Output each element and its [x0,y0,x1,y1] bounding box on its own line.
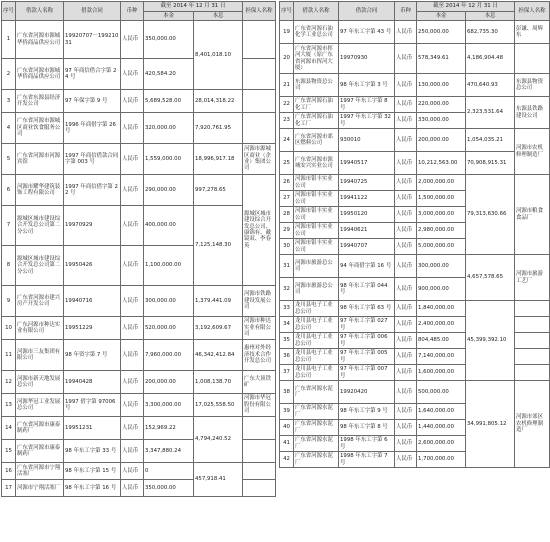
loan-contract: 97 年东工字第 43 号 [339,21,395,44]
principal: 1,100,000.00 [144,246,194,286]
loan-contract: 19940707 [339,239,395,255]
currency: 人民币 [395,21,417,44]
loan-contract: 1997 年商信借字第 22 号 [64,175,121,206]
borrower-name: 龙川县电子工业总公司 [294,333,339,349]
table-row [2,417,276,440]
currency: 人民币 [395,333,417,349]
currency: 人民币 [121,440,144,463]
table-row [2,286,276,317]
borrower-name: 河源市耀华建筑装饰工程有限公司 [16,175,64,206]
row-number: 29 [280,223,294,239]
row-number: 2 [2,59,16,90]
currency: 人民币 [395,97,417,113]
loan-contract: 19970930 [339,44,395,74]
row-number: 14 [2,417,16,440]
table-row [280,255,550,278]
row-number: 16 [2,463,16,480]
interest-merged: 34,991,805.12 [466,381,515,468]
borrower-name: 广东省河源水泥厂 [294,452,339,468]
loan-table-left [1,1,276,497]
interest: 4,186,904.48 [466,44,515,74]
currency: 人民币 [121,317,144,340]
currency: 人民币 [121,417,144,440]
principal: 2,980,000.00 [417,223,466,239]
table-row [280,129,550,152]
interest: 1,054,035.21 [466,129,515,152]
currency: 人民币 [395,365,417,381]
loan-contract: 98 年东工字第 16 号 [64,480,121,497]
currency: 人民币 [121,286,144,317]
row-number: 36 [280,349,294,365]
interest: 28,014,318.22 [194,90,243,113]
row-number: 4 [2,113,16,144]
borrower-name: 河源市银丰实业公司 [294,223,339,239]
principal: 10,212,563.00 [417,152,466,175]
table-row [2,394,276,417]
currency: 人民币 [121,340,144,371]
currency: 人民币 [121,59,144,90]
row-number: 5 [2,144,16,175]
borrower-name: 广东河源市种达实业有限公司 [16,317,64,340]
guarantor [243,417,276,440]
guarantor [243,463,276,480]
interest: 18,996,917.18 [194,144,243,175]
row-number: 39 [280,404,294,420]
currency: 人民币 [395,436,417,452]
guarantor-merged: 广东大顶铁矿 [243,371,276,394]
loan-contract: 1998 年东工字第 6 号 [339,436,395,452]
interest-merged: 4,794,240.52 [194,417,243,463]
guarantor [243,90,276,113]
currency: 人民币 [395,129,417,152]
principal: 2,400,000.00 [417,317,466,333]
borrower-name: 源城区城市建设综合开发总公司第二分公司 [16,246,64,286]
principal: 1,640,000.00 [417,404,466,420]
guarantor: 彭谦、周辉东 [515,21,550,44]
table-row [2,371,276,394]
header-interest: 本息 [194,12,243,21]
principal: 200,000.00 [144,371,194,394]
loan-contract: 19940517 [339,152,395,175]
table-row [2,463,276,480]
interest: 1,008,138.70 [194,371,243,394]
row-number: 33 [280,301,294,317]
row-number: 1 [2,21,16,59]
header-interest: 本息 [466,12,515,21]
row-number: 37 [280,365,294,381]
loan-contract: 19940621 [339,223,395,239]
loan-contract: 19951229 [64,317,121,340]
header-currency: 币种 [121,2,144,21]
currency: 人民币 [395,278,417,301]
row-number: 27 [280,191,294,207]
currency: 人民币 [395,239,417,255]
principal: 520,000.00 [144,317,194,340]
principal: 7,960,000.00 [144,340,194,371]
currency: 人民币 [121,113,144,144]
currency: 人民币 [395,404,417,420]
interest: 46,342,412.84 [194,340,243,371]
currency: 人民币 [395,420,417,436]
loan-contract: 19940725 [339,175,395,191]
table-row [2,90,276,113]
currency: 人民币 [395,381,417,404]
loan-contract: 98 年东工字第 63 号 [339,301,395,317]
table-row [280,97,550,113]
principal: 220,000.00 [417,97,466,113]
guarantor [515,333,550,349]
borrower-name: 河源华冠工业发展总公司 [16,394,64,417]
loan-contract: 97 年东工字第 005 号 [339,349,395,365]
principal: 350,000.00 [144,21,194,59]
row-number: 30 [280,239,294,255]
borrower-name: 河源市旅游总公司 [294,278,339,301]
principal: 200,000.00 [417,129,466,152]
table-row [280,152,550,175]
currency: 人民币 [395,223,417,239]
principal: 320,000.00 [144,113,194,144]
loan-contract: 98 年资字第 7 号 [64,340,121,371]
row-number: 11 [2,340,16,371]
table-row [2,144,276,175]
loan-contract: 19950120 [339,207,395,223]
borrower-name: 广东省东源县经济开发公司 [16,90,64,113]
currency: 人民币 [395,113,417,129]
currency: 人民币 [395,452,417,468]
borrower-name: 广东省河源水泥厂 [294,404,339,420]
table-row [2,317,276,340]
loan-contract: 930010 [339,129,395,152]
guarantor [243,59,276,90]
borrower-name: 广东省河源市源城华侨商品供应公司 [16,21,64,59]
row-number: 25 [280,152,294,175]
loan-contract: 97 年东工字第 007 号 [339,365,395,381]
loan-contract: 19950426 [64,246,121,286]
guarantor: 东源县物资总公司 [515,74,550,97]
principal: 2,000,000.00 [417,175,466,191]
table-row [2,113,276,144]
table-row [280,21,550,44]
principal: 1,840,000.00 [417,301,466,317]
principal: 400,000.00 [144,206,194,246]
borrower-name: 广东省河源市河源宾馆 [16,144,64,175]
principal: 1,559,000.00 [144,144,194,175]
borrower-name: 龙川县电子工业总公司 [294,349,339,365]
principal: 0 [144,463,194,480]
row-number: 8 [2,246,16,286]
currency: 人民币 [121,21,144,59]
currency: 人民币 [395,317,417,333]
loan-contract: 97 年东工字第 027 号 [339,317,395,333]
row-number: 12 [2,371,16,394]
currency: 人民币 [395,175,417,191]
table-row [2,21,276,59]
header-borrower: 借款人名称 [16,2,64,21]
principal: 3,000,000.00 [417,207,466,223]
borrower-name: 龙川县电子工业总公司 [294,301,339,317]
borrower-name: 广东省河源市建兴房产开发公司 [16,286,64,317]
principal: 420,584.20 [144,59,194,90]
borrower-name: 河源市银丰实业公司 [294,191,339,207]
guarantor-merged: 东源县铁路建设公司 [515,97,550,129]
row-number: 34 [280,317,294,333]
loan-contract: 19940428 [64,371,121,394]
borrower-name: 源城区城市建设综合开发总公司第二分公司 [16,206,64,246]
borrower-name: 广东省河源石油化工厂 [294,113,339,129]
interest: 17,025,558.50 [194,394,243,417]
header-no: 序号 [280,2,294,21]
borrower-name: 广东省河源市康泰制药厂 [16,417,64,440]
table-row [2,340,276,371]
borrower-name: 广东省河源市源城安兴实业公司 [294,152,339,175]
principal: 350,000.00 [144,480,194,497]
principal: 1,500,000.00 [417,191,466,207]
currency: 人民币 [121,175,144,206]
currency: 人民币 [121,371,144,394]
guarantor [515,44,550,74]
principal: 330,000.00 [417,113,466,129]
row-number: 23 [280,113,294,129]
principal: 130,000.00 [417,74,466,97]
interest: 70,908,915.31 [466,152,515,175]
interest: 470,640.93 [466,74,515,97]
guarantor-merged: 河源市源城区商业（企业）集团公司 [243,144,276,175]
principal: 250,000.00 [417,21,466,44]
borrower-name: 河源市宁翔活塞厂 [16,480,64,497]
row-number: 22 [280,97,294,113]
guarantor [515,365,550,381]
header-currency: 币种 [395,2,417,21]
principal: 804,485.00 [417,333,466,349]
guarantor-merged: 河源市农机修理制造厂 [515,129,550,175]
borrower-name: 河源市银丰实业公司 [294,207,339,223]
borrower-name: 东源县物资总公司 [294,74,339,97]
interest-merged: 7,125,148.30 [194,206,243,286]
borrower-name: 广东省河源市郊区燃料公司 [294,129,339,152]
guarantor [515,349,550,365]
interest-merged: 4,657,578.65 [466,255,515,301]
header-as-of-date: 截至 2014 年 12 月 31 日 [417,2,515,12]
interest: 7,920,761.95 [194,113,243,144]
table-row [280,301,550,317]
row-number: 28 [280,207,294,223]
borrower-name: 广东省河源石油化工厂 [294,97,339,113]
currency: 人民币 [121,206,144,246]
principal: 290,000.00 [144,175,194,206]
row-number: 13 [2,394,16,417]
guarantor-merged: 河源市种达实业有限公司 [243,317,276,340]
loan-table-right [279,1,550,468]
row-number: 32 [280,278,294,301]
header-guarantor: 担保人名称 [515,2,550,21]
interest-merged: 8,401,018.10 [194,21,243,90]
borrower-name: 广东省河源石油化学工业总公司 [294,21,339,44]
principal: 578,349.61 [417,44,466,74]
interest: 1,379,441.09 [194,286,243,317]
guarantor-merged: 惠州对外经济技术合作开发总公司 [243,340,276,371]
guarantor [515,301,550,317]
table-row [280,175,550,191]
principal: 7,140,000.00 [417,349,466,365]
borrower-name: 广东省河源市康泰制药厂 [16,440,64,463]
loan-contract: 98 年东工字第 3 号 [339,74,395,97]
loan-contract: 98 年东工字第 8 号 [339,420,395,436]
principal: 1,440,000.00 [417,420,466,436]
interest: 997,278.65 [194,175,243,206]
guarantor-merged: 河源市粮食食品厂 [515,175,550,255]
loan-contract: 98 年东工字第 15 号 [64,463,121,480]
table-row [280,74,550,97]
currency: 人民币 [395,152,417,175]
loan-contract: 1997 借字第 97006 号 [64,394,121,417]
loan-contract: 19941122 [339,191,395,207]
borrower-name: 广东省河源水泥厂 [294,420,339,436]
row-number: 19 [280,21,294,44]
currency: 人民币 [395,191,417,207]
loan-contract: 1997 年东工字第 32 号 [339,113,395,129]
loan-contract: 19920420 [339,381,395,404]
row-number: 41 [280,436,294,452]
header-contract: 借款合同 [64,2,121,21]
borrower-name: 广东省河源市挥河大厦（原广东省河源市挥河大厦） [294,44,339,74]
guarantor [243,480,276,497]
currency: 人民币 [395,349,417,365]
principal: 3,300,000.00 [144,394,194,417]
row-number: 10 [2,317,16,340]
principal: 3,347,880.24 [144,440,194,463]
loan-contract: 98 年东工字第 33 号 [64,440,121,463]
principal: 300,000.00 [417,255,466,278]
borrower-name: 广东省河源水泥厂 [294,436,339,452]
header-as-of-date: 截至 2014 年 12 月 31 日 [144,2,243,12]
borrower-name: 河源市银丰实业公司 [294,175,339,191]
currency: 人民币 [395,207,417,223]
loan-table-right-body [280,21,550,468]
table-row [2,175,276,206]
header-guarantor: 担保人名称 [243,2,276,21]
row-number: 7 [2,206,16,246]
loan-table-left-body [2,21,276,497]
row-number: 20 [280,44,294,74]
guarantor [515,317,550,333]
currency: 人民币 [121,463,144,480]
currency: 人民币 [121,144,144,175]
principal: 300,000.00 [144,286,194,317]
header-borrower: 借款人名称 [294,2,339,21]
borrower-name: 龙川县电子工业总公司 [294,317,339,333]
currency: 人民币 [395,301,417,317]
currency: 人民币 [121,90,144,113]
guarantor-merged: 河源市铁路建设发展公司 [243,286,276,317]
interest-merged: 2,323,531.64 [466,97,515,129]
header-contract: 借款合同 [339,2,395,21]
interest: 682,735.30 [466,21,515,44]
currency: 人民币 [395,74,417,97]
guarantor-merged: 源城区城市建设综合开发总公司、康锦有、戴镜双、李春英 [243,175,276,286]
row-number: 24 [280,129,294,152]
row-number: 40 [280,420,294,436]
loan-contract: 98 年东工字第 044 号 [339,278,395,301]
interest: 3,192,609.67 [194,317,243,340]
borrower-name: 河源市旅游总公司 [294,255,339,278]
currency: 人民币 [121,394,144,417]
row-number: 31 [280,255,294,278]
principal: 500,000.00 [417,381,466,404]
interest-merged: 457,918.41 [194,463,243,497]
interest-merged: 45,399,392.10 [466,301,515,381]
guarantor-merged: 河源市华冠股份有限公司 [243,394,276,417]
table-row [280,381,550,404]
loan-contract: 19970929 [64,206,121,246]
currency: 人民币 [121,246,144,286]
loan-contract: 19920707－19921031 [64,21,121,59]
guarantor-merged: 河源市旅游工艺厂 [515,255,550,301]
interest-merged: 79,313,630.66 [466,175,515,255]
loan-contract: 1997 年东工字第 8 号 [339,97,395,113]
principal: 900,000.00 [417,278,466,301]
guarantor [243,113,276,144]
loan-contract: 19951231 [64,417,121,440]
principal: 1,600,000.00 [417,365,466,381]
currency: 人民币 [395,255,417,278]
header-principal: 本金 [417,12,466,21]
row-number: 35 [280,333,294,349]
guarantor [243,21,276,59]
principal: 1,700,000.00 [417,452,466,468]
borrower-name: 河源市三友集团有限公司 [16,340,64,371]
principal: 5,000,000.00 [417,239,466,255]
table-row [2,206,276,246]
header-no: 序号 [2,2,16,21]
loan-contract: 97 年东工字第 006 号 [339,333,395,349]
row-number: 15 [2,440,16,463]
row-number: 6 [2,175,16,206]
currency: 人民币 [121,480,144,497]
header-principal: 本金 [144,12,194,21]
row-number: 9 [2,286,16,317]
row-number: 38 [280,381,294,404]
loan-contract: 1996 年商借字第 26 号 [64,113,121,144]
row-number: 17 [2,480,16,497]
loan-contract: 97 年商信借合字第 24 号 [64,59,121,90]
borrower-name: 河源市新天地发展总公司 [16,371,64,394]
borrower-name: 广东省河源市源城华侨商品供应公司 [16,59,64,90]
guarantor-merged: 河源市郊区农机修理制造厂 [515,381,550,468]
loan-contract: 98 年东工字第 9 号 [339,404,395,420]
borrower-name: 广东省河源市源城区商业饮食服务公司 [16,113,64,144]
loan-contract: 19940716 [64,286,121,317]
borrower-name: 河源市银丰实业公司 [294,239,339,255]
principal: 152,969.22 [144,417,194,440]
guarantor [243,440,276,463]
row-number: 42 [280,452,294,468]
loan-contract: 94 年商借字第 16 号 [339,255,395,278]
currency: 人民币 [395,44,417,74]
row-number: 3 [2,90,16,113]
principal: 2,600,000.00 [417,436,466,452]
borrower-name: 龙川县电子工业总公司 [294,365,339,381]
row-number: 26 [280,175,294,191]
principal: 5,689,528.00 [144,90,194,113]
borrower-name: 广东省河源水泥厂 [294,381,339,404]
loan-contract: 1998 年东工字第 7 号 [339,452,395,468]
loan-contract: 1997 年商信借款合同字第 003 号 [64,144,121,175]
loan-contract: 97 年保字第 9 号 [64,90,121,113]
borrower-name: 广东省河源市宁翔活塞厂 [16,463,64,480]
row-number: 21 [280,74,294,97]
table-row [280,44,550,74]
